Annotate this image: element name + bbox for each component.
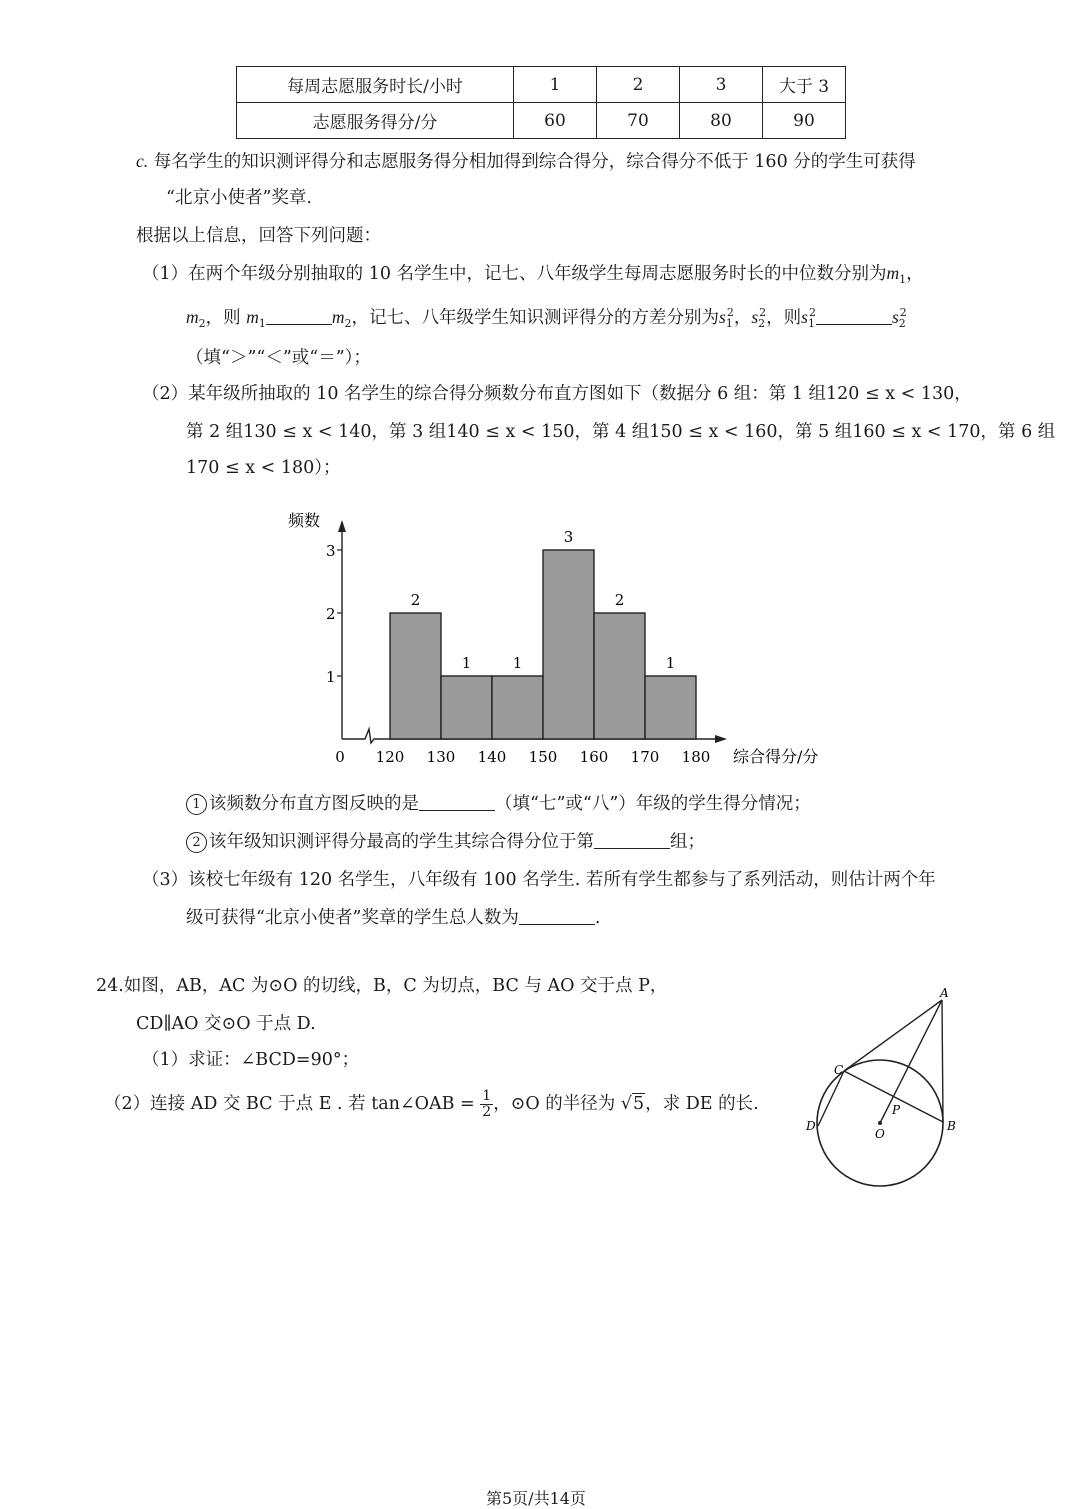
p24-part2 <box>104 1084 759 1124</box>
table-cell: 80 <box>680 103 763 139</box>
histogram-bar <box>441 676 492 739</box>
answer-blank[interactable] <box>816 308 892 325</box>
q1-text-a: ，则 <box>205 308 241 328</box>
q2-sub1 <box>186 790 811 815</box>
x-tick-label: 120 <box>375 748 405 766</box>
table-cell: 大于 3 <box>763 67 846 103</box>
answer-blank[interactable] <box>266 308 332 325</box>
table-cell: 每周志愿服务时长/小时 <box>237 67 514 103</box>
circled-number: 1 <box>186 794 207 815</box>
table-row <box>237 103 846 139</box>
x-tick-label: 0 <box>335 748 345 766</box>
histogram-bar <box>543 550 594 739</box>
x-axis-label: 综合得分/分 <box>733 747 819 766</box>
q3-line2 <box>186 904 600 929</box>
table-cell: 90 <box>763 103 846 139</box>
bar-value-label: 1 <box>512 654 523 672</box>
x-tick-label: 170 <box>630 748 660 766</box>
x-tick-label: 130 <box>426 748 456 766</box>
item-c-line2: “北京小使者”奖章. <box>166 188 312 208</box>
q1-text-c: ，则 <box>766 308 802 328</box>
bar-value-label: 1 <box>665 654 676 672</box>
label-b: B <box>947 1119 956 1133</box>
answer-blank[interactable] <box>594 832 670 849</box>
x-tick-label: 140 <box>477 748 507 766</box>
sqrt-expression: √5 <box>620 1094 645 1114</box>
q3-text-b: . <box>594 908 601 928</box>
table-cell: 70 <box>597 103 680 139</box>
answer-blank[interactable] <box>519 908 595 925</box>
page-footer: 第5页/共14页 <box>486 1489 586 1508</box>
y-tick-label: 3 <box>326 542 336 560</box>
x-tick-label: 180 <box>681 748 711 766</box>
bar-value-label: 2 <box>410 591 421 609</box>
bar-value-label: 3 <box>563 528 574 546</box>
p24-line1: 24.如图，AB，AC 为⊙O 的切线，B，C 为切点，BC 与 AO 交于点 P， <box>96 976 668 996</box>
y-tick-label: 2 <box>326 605 336 623</box>
q1-text: （1）在两个年级分别抽取的 10 名学生中，记七、八年级学生每周志愿服务时长的中位数分别为 <box>142 264 887 284</box>
q2-line1: （2）某年级所抽取的 10 名学生的综合得分频数分布直方图如下（数据分 6 组：第 1 组120 ≤ x < 130， <box>142 384 972 404</box>
q1-text-b: ，记七、八年级学生知识测评得分的方差分别为 <box>351 308 719 328</box>
item-c-line1 <box>136 148 916 173</box>
label-c: C <box>834 1063 844 1077</box>
prompt-text: 根据以上信息，回答下列问题： <box>136 226 381 246</box>
y-axis-arrow <box>338 520 346 532</box>
table-row <box>237 67 846 103</box>
q2-sub1-text-a: 该频数分布直方图反映的是 <box>209 794 419 814</box>
x-tick-label: 150 <box>528 748 558 766</box>
q2-sub2 <box>186 828 705 853</box>
table-cell: 志愿服务得分/分 <box>237 103 514 139</box>
x-axis-arrow <box>715 735 727 743</box>
item-c-label: c. <box>136 151 149 171</box>
segment-ao <box>880 1000 942 1123</box>
bar-value-label: 1 <box>461 654 472 672</box>
histogram-bar <box>390 613 441 739</box>
histogram-bar <box>645 676 696 739</box>
point-o <box>878 1121 882 1125</box>
histogram-bar <box>492 676 543 739</box>
q3-text-a: 级可获得“北京小使者”奖章的学生总人数为 <box>186 908 519 928</box>
q2-sub2-text-b: 组； <box>670 832 705 852</box>
table-cell: 3 <box>680 67 763 103</box>
tangent-ac <box>844 1000 942 1071</box>
q2-sub1-text-b: （填“七”或“八”）年级的学生得分情况； <box>495 794 811 814</box>
table-cell: 1 <box>514 67 597 103</box>
p24-part1: （1）求证：∠BCD=90°； <box>142 1050 360 1070</box>
label-p: P <box>892 1103 901 1117</box>
y-tick-label: 1 <box>326 668 336 686</box>
histogram-chart <box>270 500 850 780</box>
table-cell: 2 <box>597 67 680 103</box>
geometry-figure <box>800 980 980 1200</box>
q2-line3: 170 ≤ x < 180）； <box>186 458 341 478</box>
q2-sub2-text-a: 该年级知识测评得分最高的学生其综合得分位于第 <box>209 832 594 852</box>
p24-part2-text-a: （2）连接 AD 交 BC 于点 E . 若 tan∠OAB = <box>104 1094 475 1114</box>
p24-part2-text-c: ，求 DE 的长. <box>645 1094 759 1114</box>
x-tick-label: 160 <box>579 748 609 766</box>
table-cell: 60 <box>514 103 597 139</box>
q1-line3: （填“＞”“＜”或“＝”）； <box>186 348 371 368</box>
fraction: $\frac{1}{2}$ <box>482 1088 492 1120</box>
answer-blank[interactable] <box>419 794 495 811</box>
histogram-bar <box>594 613 645 739</box>
circled-number: 2 <box>186 832 207 853</box>
bar-value-label: 2 <box>614 591 625 609</box>
label-a: A <box>940 986 949 1000</box>
tangent-ab <box>942 1000 943 1122</box>
q1-line2: $m_2$，则 $m_1$ $m_2$，记七、八年级学生知识测评得分的方差分别为$s_1^2$，$s_2^2$，则$s_1^2$ $s_2^2$ <box>186 306 907 330</box>
service-score-table <box>236 66 846 139</box>
q2-line2: 第 2 组130 ≤ x < 140，第 3 组140 ≤ x < 150，第 4 组150 ≤ x < 160，第 5 组160 ≤ x < 170，第 6 组 <box>186 422 1056 442</box>
q3-line1: （3）该校七年级有 120 名学生，八年级有 100 名学生. 若所有学生都参与了系列活动，则估计两个年 <box>142 870 936 890</box>
label-o: O <box>875 1127 885 1141</box>
item-c-text: 每名学生的知识测评得分和志愿服务得分相加得到综合得分，综合得分不低于 160 分的学生可获得 <box>153 152 916 172</box>
p24-line2: CD∥AO 交⊙O 于点 D. <box>136 1014 316 1034</box>
p24-part2-text-b: ，⊙O 的半径为 <box>493 1094 616 1114</box>
y-axis-label: 频数 <box>288 511 321 530</box>
q1-line1: （1）在两个年级分别抽取的 10 名学生中，记七、八年级学生每周志愿服务时长的中位数分别为$m_1$， <box>142 263 924 286</box>
label-d: D <box>806 1119 816 1133</box>
